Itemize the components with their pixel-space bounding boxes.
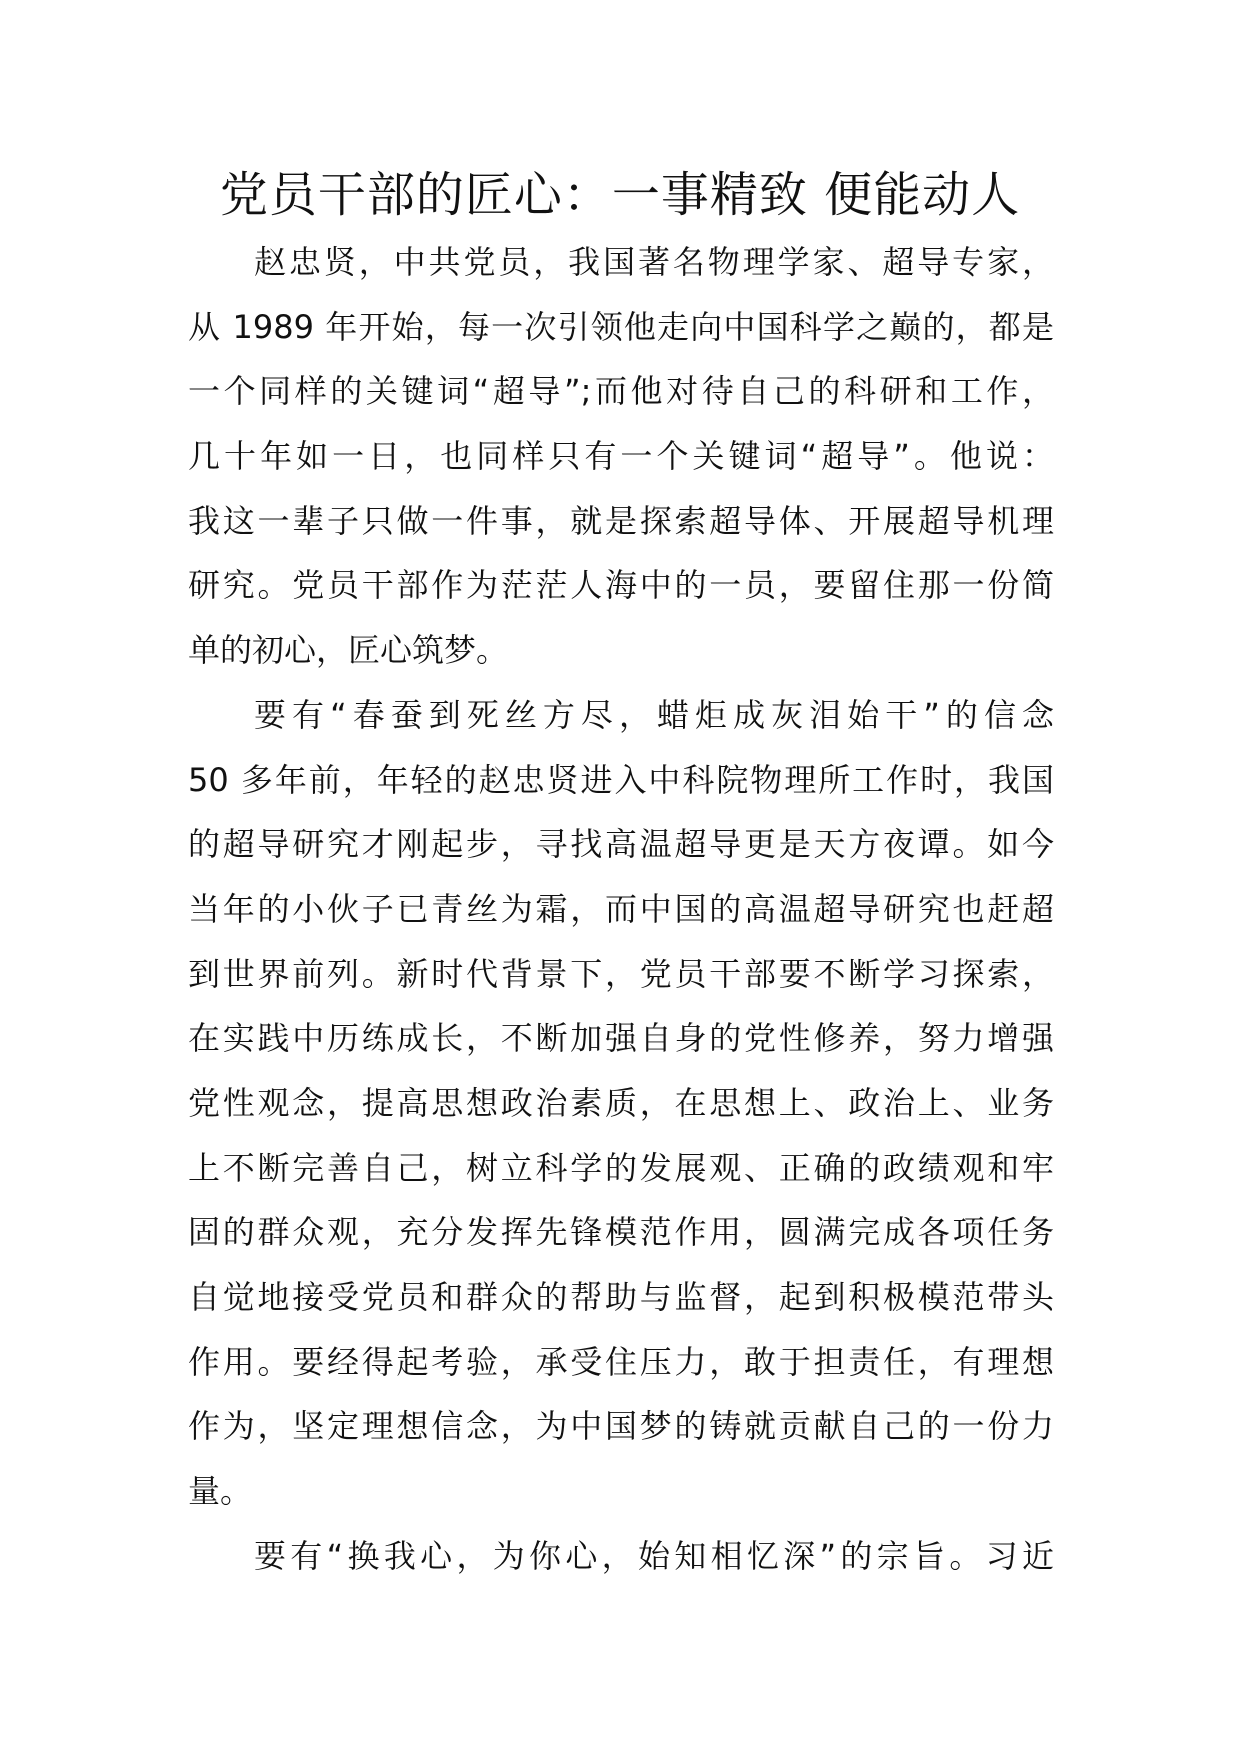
paragraph-2-line-4: 当年的小伙子已青丝为霜，而中国的高温超导研究也赶超 [188, 889, 1054, 928]
paragraph-3-line-1: 要有“换我心，为你心，始知相忆深”的宗旨。习近 [254, 1536, 1054, 1575]
paragraph-2-line-12: 作为，坚定理想信念，为中国梦的铸就贡献自己的一份力 [188, 1407, 1054, 1446]
paragraph-1-line-2: 从 1989 年开始，每一次引领他走向中国科学之巅的，都是 [188, 307, 1054, 346]
paragraph-1-line-6: 研究。党员干部作为茫茫人海中的一员，要留住那一份简 [188, 566, 1054, 605]
paragraph-2-line-13: 量。 [188, 1472, 253, 1511]
paragraph-1-line-3: 一个同样的关键词“超导”;而他对待自己的科研和工作， [188, 372, 1054, 411]
paragraph-2-line-3: 的超导研究才刚起步，寻找高温超导更是天方夜谭。如今 [188, 825, 1054, 864]
paragraph-2-line-8: 上不断完善自己，树立科学的发展观、正确的政绩观和牢 [188, 1148, 1054, 1187]
paragraph-2-line-1: 要有“春蚕到死丝方尽，蜡炬成灰泪始干”的信念 [254, 695, 1054, 734]
paragraph-2-line-7: 党性观念，提高思想政治素质，在思想上、政治上、业务 [188, 1083, 1054, 1122]
paragraph-2-line-9: 固的群众观，充分发挥先锋模范作用，圆满完成各项任务 [188, 1213, 1054, 1252]
document-body [188, 230, 1054, 1588]
paragraph-1-line-1: 赵忠贤，中共党员，我国著名物理学家、超导专家， [254, 243, 1054, 281]
paragraph-2-line-2: 50 多年前，年轻的赵忠贤进入中科院物理所工作时，我国 [188, 760, 1054, 799]
paragraph-2-line-5: 到世界前列。新时代背景下，党员干部要不断学习探索， [188, 954, 1054, 993]
document-title: 党员干部的匠心：一事精致 便能动人 [219, 167, 1021, 223]
paragraph-1-line-5: 我这一辈子只做一件事，就是探索超导体、开展超导机理 [188, 501, 1054, 540]
paragraph-1-line-7: 单的初心，匠心筑梦。 [188, 631, 509, 670]
paragraph-2-line-10: 自觉地接受党员和群众的帮助与监督，起到积极模范带头 [188, 1278, 1054, 1316]
paragraph-1-line-4: 几十年如一日，也同样只有一个关键词“超导”。他说： [188, 437, 1054, 476]
paragraph-2-line-6: 在实践中历练成长，不断加强自身的党性修养，努力增强 [188, 1019, 1054, 1058]
paragraph-2-line-11: 作用。要经得起考验，承受住压力，敢于担责任，有理想 [188, 1342, 1054, 1381]
